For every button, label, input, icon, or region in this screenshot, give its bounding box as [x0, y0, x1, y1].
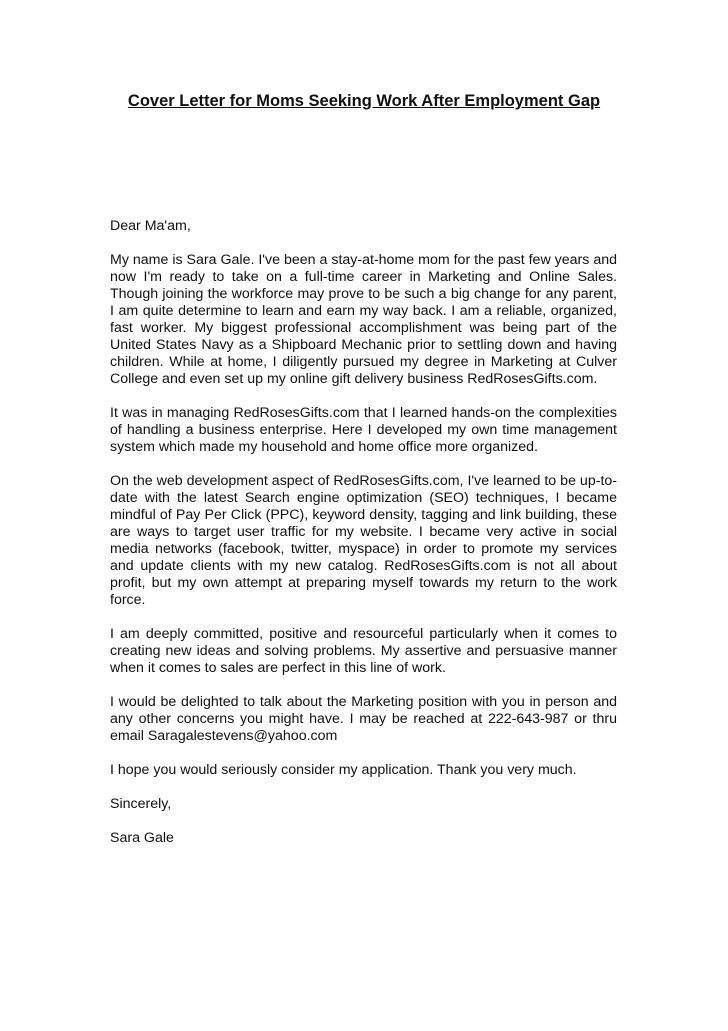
paragraph-web-development: On the web development aspect of RedRosesGifts.com, I've learned to be up-to-date with the latest Search engine optimization (SEO) techniques, I became mindful of Pay Per Click (PPC), keyword density, tagging and link building, these are ways to target user traffic for my website. I became very active in social media networks (facebook, twitter, myspace) in order to promote my services and update clients with my new catalog. RedRosesGifts.com is not all about profit, but my own attempt at preparing myself towards my return to the work force. [110, 473, 617, 608]
paragraph-contact: I would be delighted to talk about the Marketing position with you in person and any other concerns you might have. I may be reached at 222-643-987 or thru email Saragalestevens@yahoo.com [110, 694, 617, 744]
paragraph-introduction: My name is Sara Gale. I've been a stay-at-home mom for the past few years and now I'm ready to take on a full-time career in Marketing and Online Sales. Though joining the workforce may prove to be such a big change for any parent, I am quite determine to learn and earn my way back. I am a reliable, organized, fast worker. My biggest professional accomplishment was being part of the United States Navy as a Shipboard Mechanic prior to settling down and having children. While at home, I diligently pursued my degree in Marketing at Culver College and even set up my online gift delivery business RedRosesGifts.com. [110, 252, 617, 387]
paragraph-business-experience: It was in managing RedRosesGifts.com that I learned hands-on the complexities of handling a business enterprise. Here I developed my own time management system which made my household and home office more organized. [110, 405, 617, 455]
closing: Sincerely, [110, 796, 172, 812]
paragraph-conclusion: I hope you would seriously consider my application. Thank you very much. [110, 762, 577, 778]
letter-body [110, 218, 617, 864]
salutation: Dear Ma'am, [110, 218, 191, 234]
document-title: Cover Letter for Moms Seeking Work After Employment Gap [127, 92, 601, 110]
paragraph-qualities: I am deeply committed, positive and resourceful particularly when it comes to creating new ideas and solving problems. My assertive and persuasive manner when it comes to sales are perfect in this line of work. [110, 626, 617, 676]
signature: Sara Gale [110, 830, 174, 846]
